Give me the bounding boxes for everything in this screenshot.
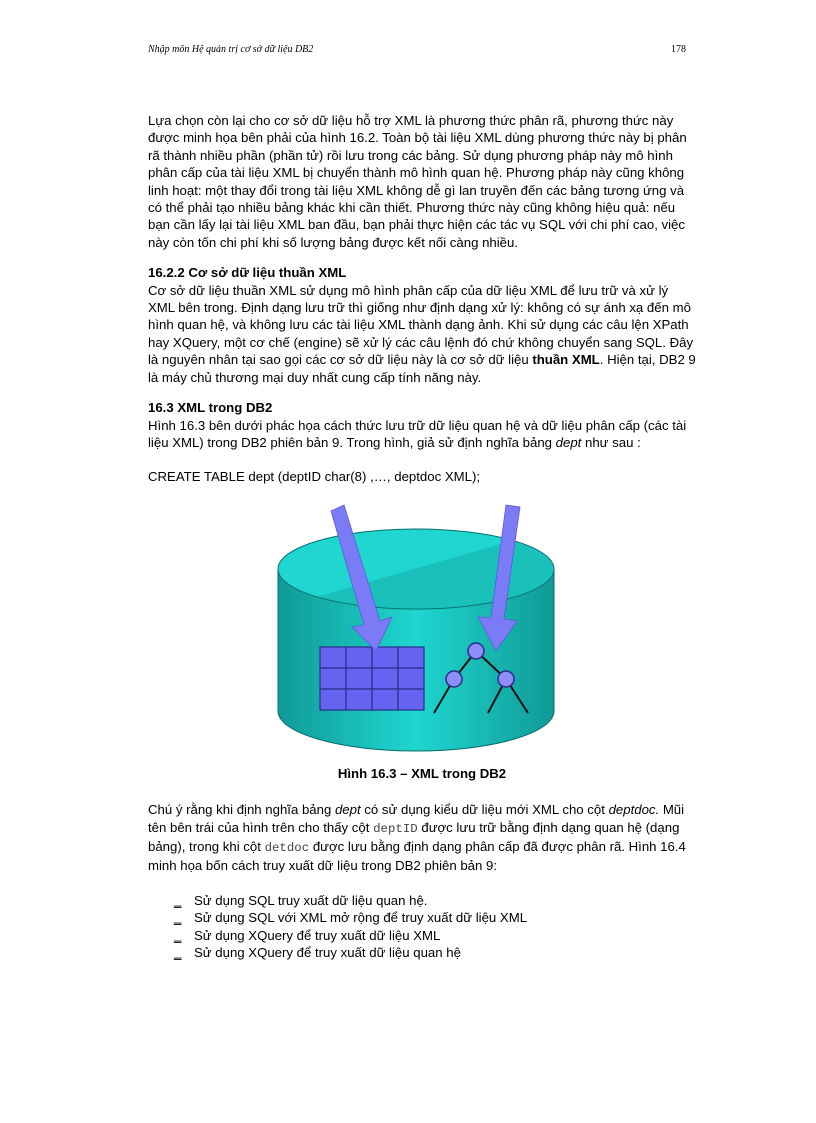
- page-content: [148, 112, 696, 961]
- bullet-marker: ‗: [174, 892, 182, 908]
- page-header: [148, 44, 686, 55]
- paragraph-xml-in-db2: [148, 417, 696, 452]
- note-text-2: có sử dụng kiểu dữ liệu mới XML cho cột: [360, 802, 609, 818]
- table-cell: [346, 689, 372, 710]
- tree-node: [468, 643, 484, 659]
- figure-xml-in-db2: [266, 501, 566, 761]
- list-item-text: Sử dụng SQL với XML mở rộng để truy xuất dữ liệu XML: [194, 910, 528, 926]
- xml-db2-italic: dept: [555, 434, 582, 450]
- list-item-text: Sử dụng XQuery để truy xuất dữ liệu quan hệ: [194, 944, 461, 960]
- tree-node: [498, 671, 514, 687]
- note-code-detdoc: detdoc: [264, 840, 310, 855]
- note-code-deptid: deptID: [373, 821, 418, 836]
- xml-db2-text-a: Hình 16.3 bên dưới phác họa cách thức lưu trữ dữ liệu quan hệ và dữ liệu phân cấp (các tài liệu XML) trong DB2 phiên bản 9. Trong hình, giả sử định nghĩa bảng: [148, 417, 687, 450]
- relational-table-grid: [320, 647, 424, 710]
- list-item-text: Sử dụng SQL truy xuất dữ liệu quan hệ.: [194, 892, 428, 908]
- bullet-marker: ‗: [174, 910, 182, 926]
- heading-native-xml-database: 16.2.2 Cơ sở dữ liệu thuần XML: [148, 265, 347, 281]
- note-text-4: được lưu trữ bằng định dạng quan hệ (dạng bảng), trong khi cột: [148, 819, 680, 854]
- figure-caption: Hình 16.3 – XML trong DB2: [337, 765, 507, 781]
- table-cell: [398, 647, 424, 668]
- bullet-marker: ‗: [174, 944, 182, 960]
- list-item-text: Sử dụng XQuery để truy xuất dữ liệu XML: [194, 927, 441, 943]
- db2-cylinder-diagram: [266, 501, 566, 761]
- table-cell: [398, 689, 424, 710]
- list-item: [174, 927, 696, 944]
- list-item: [174, 909, 696, 926]
- bullet-marker: ‗: [174, 927, 182, 943]
- paragraph-decomposition: Lựa chọn còn lại cho cơ sở dữ liệu hỗ trợ XML là phương thức phân rã, phương thức này được minh họa bên phải của hình 16.2. Toàn bộ tài liệu XML dùng phương thức này bị phân rã thành nhiều phần (phần tử) rồi lưu trong các bảng. Sử dụng phương pháp này mô hình phân cấp của tài liệu XML bị chuyển thành mô hình quan hệ. Phương pháp này cũng không linh hoạt: một thay đổi trong tài liệu XML không dễ gì lan truyền đến các bảng tương ứng và có thể phải tạo nhiều bảng khác khi cần thiết. Phương thức này cũng không hiệu quả: nếu bạn cần lấy lại tài liệu XML ban đầu, bạn phải thực hiện các tác vụ SQL với chi phí cao, việc này còn tốn chi phí khi số lượng bảng được kết nối càng nhiều.: [148, 113, 687, 250]
- table-cell: [372, 668, 398, 689]
- paragraph-native-xml: [148, 282, 696, 386]
- xml-db2-text-b: như sau :: [581, 434, 641, 450]
- table-cell: [372, 689, 398, 710]
- table-cell: [346, 668, 372, 689]
- heading-xml-in-db2: 16.3 XML trong DB2: [148, 400, 273, 416]
- native-xml-text-b: . Hiện tại, DB2 9 là máy chủ thương mại duy nhất cung cấp tính năng này.: [148, 352, 696, 385]
- native-xml-bold: thuần XML: [532, 352, 600, 368]
- native-xml-text-a: Cơ sở dữ liệu thuần XML sử dụng mô hình phân cấp của dữ liệu XML để lưu trữ và xử lý XML bên trong. Định dạng lưu trữ thì giống như định dạng xử lý: không có sự ánh xạ đến mô hình quan hệ, và không lưu các tài liệu XML thành dạng ảnh. Khi sử dụng các câu lện XPath hay XQuery, một cơ chế (engine) sẽ xử lý các câu lệnh đó chứ không chuyển sang SQL. Đây là nguyên nhân tại sao gọi các cơ sở dữ liệu này là cơ sở dữ liệu: [148, 282, 694, 368]
- tree-node: [446, 671, 462, 687]
- list-item: [174, 892, 696, 909]
- table-cell: [320, 668, 346, 689]
- list-item: [174, 944, 696, 961]
- header-title: Nhập môn Hệ quản trị cơ sở dữ liệu DB2: [148, 44, 314, 55]
- note-italic-deptdoc: deptdoc.: [608, 802, 660, 818]
- page-number: 178: [671, 44, 686, 55]
- table-cell: [398, 668, 424, 689]
- note-text-1: Chú ý rằng khi định nghĩa bảng: [148, 802, 335, 818]
- note-italic-dept: dept: [334, 802, 361, 818]
- table-cell: [346, 647, 372, 668]
- note-text-5: được lưu bằng định dạng phân cấp đã được phân rã. Hình 16.4 minh họa bốn cách truy xuất dữ liệu trong DB2 phiên bản 9:: [148, 838, 686, 874]
- note-text-3: Mũi tên bên trái của hình trên cho thấy cột: [148, 802, 685, 835]
- table-cell: [320, 647, 346, 668]
- access-methods-list: [148, 892, 696, 962]
- paragraph-deptdoc-note: [148, 801, 696, 875]
- table-cell: [320, 689, 346, 710]
- create-table-statement: CREATE TABLE dept (deptID char(8) ,…, deptdoc XML);: [148, 469, 481, 485]
